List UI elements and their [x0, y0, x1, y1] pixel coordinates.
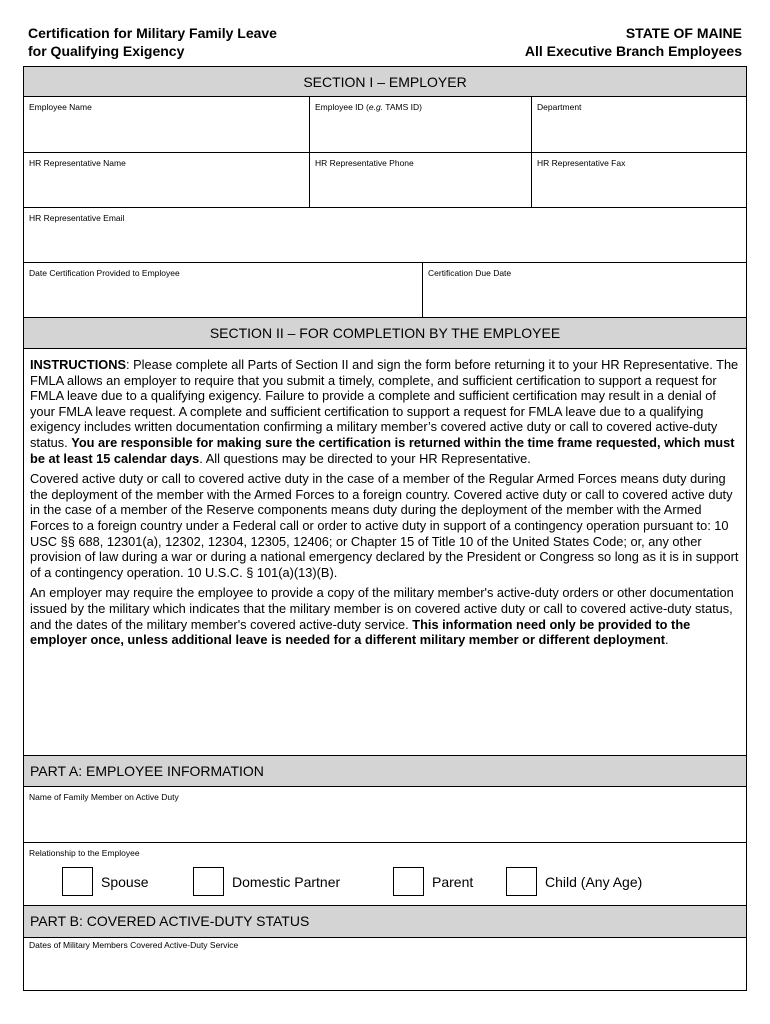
- domestic-partner-label: Domestic Partner: [232, 874, 341, 890]
- department-label: Department: [537, 102, 582, 112]
- partB-title: PART B: COVERED ACTIVE-DUTY STATUS: [30, 913, 310, 929]
- hr-rep-fax-field[interactable]: [531, 153, 746, 207]
- date-provided-field[interactable]: [24, 263, 422, 317]
- parent-checkbox[interactable]: [393, 867, 424, 896]
- form-title-line2: for Qualifying Exigency: [28, 43, 185, 59]
- department-field[interactable]: [531, 97, 746, 152]
- relationship-options: [24, 867, 746, 904]
- family-member-name-field[interactable]: [24, 787, 746, 842]
- hr-rep-phone-label: HR Representative Phone: [315, 158, 414, 168]
- section1-title: SECTION I – EMPLOYER: [303, 74, 467, 90]
- form-agency: [525, 24, 742, 60]
- hr-rep-fax-label: HR Representative Fax: [537, 158, 626, 168]
- section2-title: SECTION II – FOR COMPLETION BY THE EMPLOYEE: [209, 325, 561, 341]
- family-member-name-label: Name of Family Member on Active Duty: [29, 792, 179, 802]
- instructions-paragraph-1: INSTRUCTIONS: Please complete all Parts of Section II and sign the form before returning it to your HR Representative. The FMLA allows an employer to require that you submit a timely, complete, and sufficient certification to support a request for FMLA leave due to a qualifying exigency. Failure to provide a complete and sufficient certification may result in a denial of your FMLA leave request. A complete and sufficient certification to support a request for FMLA leave due to a qualifying exigency includes written documentation confirming a military member’s covered active duty or call to covered active-duty status. You are responsible for making sure the certification is returned within the time frame requested, which must be at least 15 calendar days. All questions may be directed to your HR Representative.: [30, 357, 739, 466]
- instructions-paragraph-3: An employer may require the employee to provide a copy of the military member's active-duty orders or other documentation issued by the military which indicates that the military member is on covered active duty or call to covered active-duty status, and the dates of the military member's covered active-duty service. This information need only be provided to the employer once, unless additional leave is needed for a different military member or different deployment.: [30, 585, 734, 648]
- parent-label: Parent: [432, 874, 474, 890]
- instructions-label: INSTRUCTIONS: [30, 357, 126, 372]
- certification-form: [23, 66, 747, 991]
- state-name: STATE OF MAINE: [625, 25, 742, 41]
- relationship-label: Relationship to the Employee: [29, 848, 140, 858]
- partA-title: PART A: EMPLOYEE INFORMATION: [30, 763, 264, 779]
- partA-header: [24, 755, 746, 787]
- hr-rep-email-label: HR Representative Email: [29, 213, 125, 223]
- active-duty-dates-label: Dates of Military Members Covered Active-Duty Service: [29, 940, 239, 950]
- employee-name-field[interactable]: [24, 97, 309, 152]
- instructions-paragraph-2: Covered active duty or call to covered active duty in the case of a member of the Regular Armed Forces means duty during the deployment of the member with the Armed Forces to a foreign country. Covered active duty or call to covered active duty in the case of a member of the Reserve components means duty during the deployment of the member with the Armed Forces to a foreign country under a Federal call or order to active duty in support of a contingency operation pursuant to: 10 USC §§ 688, 12301(a), 12302, 12304, 12305, 12406; or Chapter 15 of Title 10 of the United States Code; or, any other provision of law during a war or during a national emergency declared by the President or Congress so long as it is in support of a contingency operation. 10 U.S.C. § 101(a)(13)(B).: [30, 471, 739, 580]
- spouse-label: Spouse: [101, 874, 149, 890]
- form-title-line1: Certification for Military Family Leave: [28, 25, 277, 41]
- hr-rep-email-field[interactable]: [24, 208, 746, 262]
- hr-rep-row: [24, 153, 746, 208]
- spouse-checkbox[interactable]: [62, 867, 93, 896]
- dates-row: [24, 263, 746, 317]
- due-date-field[interactable]: [422, 263, 746, 317]
- domestic-partner-checkbox[interactable]: [193, 867, 224, 896]
- instructions-block: [30, 357, 740, 653]
- form-title: [28, 24, 277, 60]
- child-checkbox[interactable]: [506, 867, 537, 896]
- section1-header: [24, 67, 746, 97]
- active-duty-dates-field[interactable]: [24, 938, 746, 990]
- hr-rep-phone-field[interactable]: [309, 153, 531, 207]
- employee-row: [24, 97, 746, 153]
- child-label: Child (Any Age): [545, 874, 643, 890]
- due-date-label: Certification Due Date: [428, 268, 512, 278]
- date-provided-label: Date Certification Provided to Employee: [29, 268, 180, 278]
- active-duty-dates-row: [24, 938, 746, 990]
- audience-text: All Executive Branch Employees: [524, 43, 742, 59]
- partB-header: [24, 905, 746, 938]
- hr-rep-name-label: HR Representative Name: [29, 158, 126, 168]
- hr-email-row: [24, 208, 746, 263]
- employee-id-label: Employee ID (e.g. TAMS ID): [315, 102, 422, 112]
- family-member-row: [24, 787, 746, 843]
- employee-id-field[interactable]: [309, 97, 531, 152]
- hr-rep-name-field[interactable]: [24, 153, 309, 207]
- section2-header: [24, 317, 746, 349]
- employee-name-label: Employee Name: [29, 102, 92, 112]
